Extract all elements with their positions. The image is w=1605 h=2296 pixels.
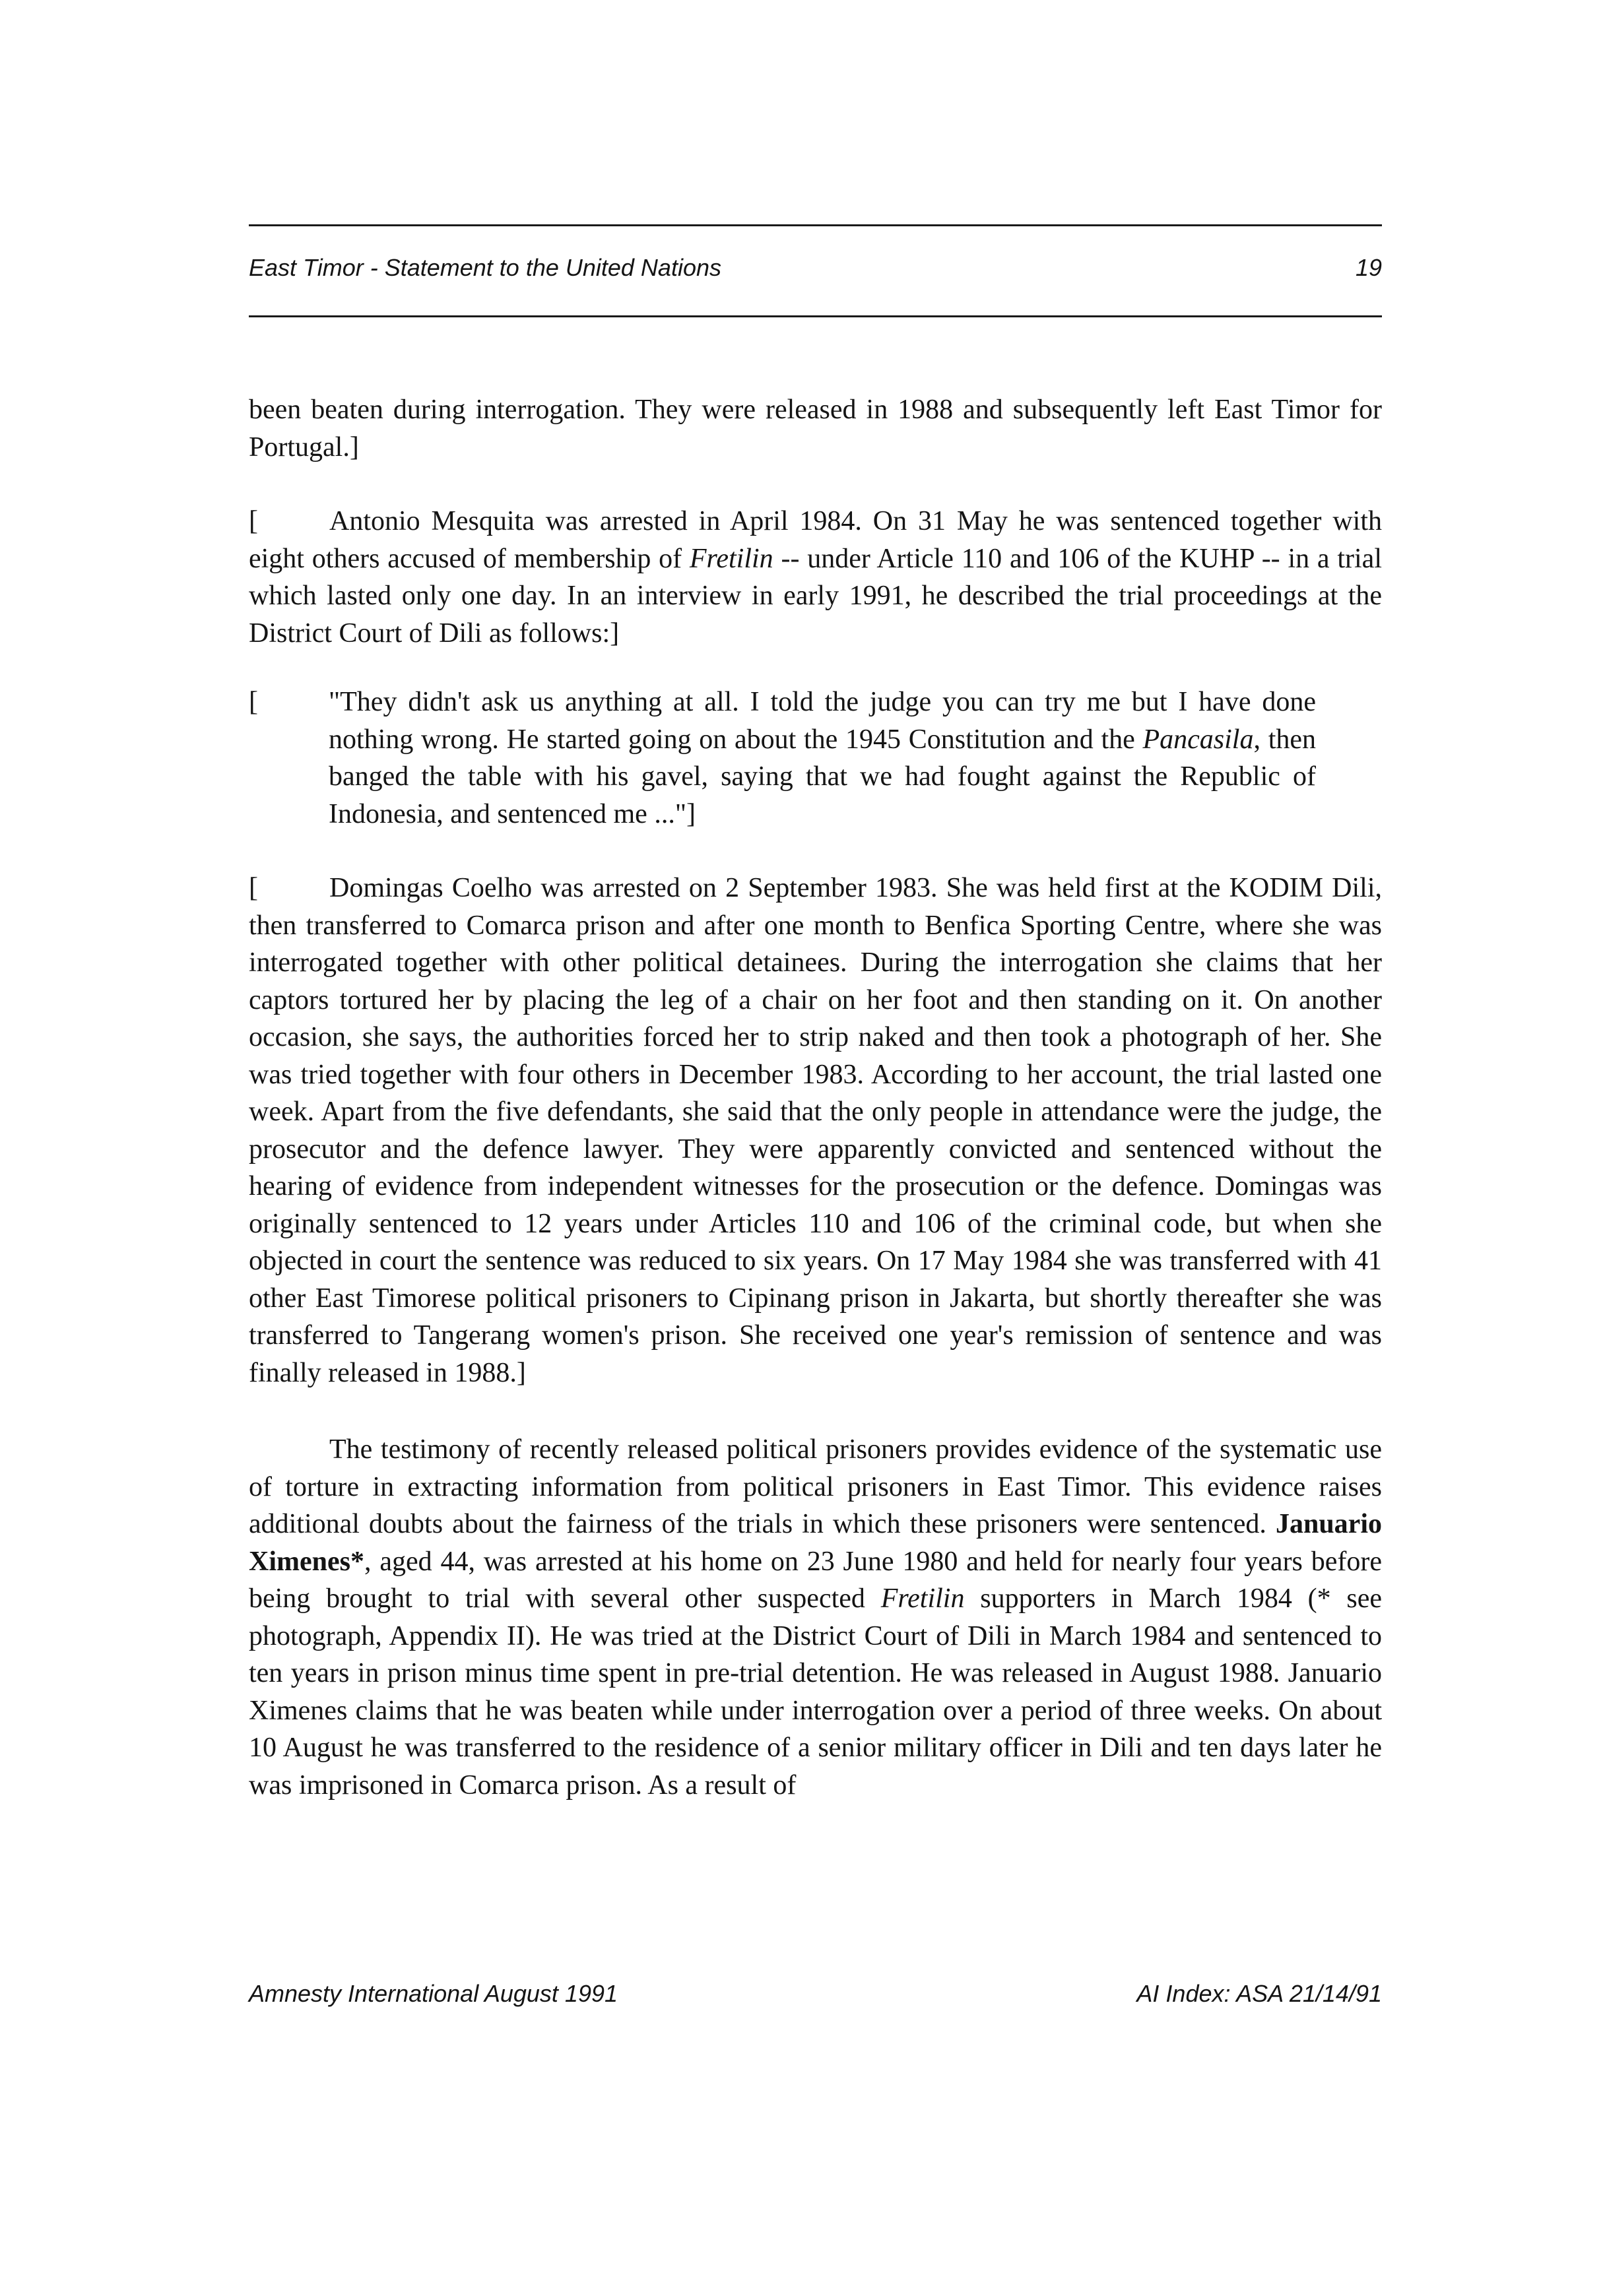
bracket-mark: [ xyxy=(249,506,258,536)
italic-term: Fretilin xyxy=(689,543,773,574)
paragraph-testimony xyxy=(249,1431,1382,1804)
header-bottom-rule xyxy=(249,315,1382,317)
quote-text: , then banged the table with his gavel, saying that we had fought against the Republic of Indonesia, and sentenced me ..."] xyxy=(329,724,1317,829)
paragraph-text: Antonio Mesquita was arrested in April 1984. On 31 May he was sentenced together with eight others accused of membership of xyxy=(249,506,1382,574)
footer-index: AI Index: ASA 21/14/91 xyxy=(1136,1980,1382,2007)
paragraph-text: Domingas Coelho was arrested on 2 September 1983. She was held first at the KODIM Dili, then transferred to Comarca prison and after one month to Benfica Sporting Centre, where she was interrogated together with other political detainees. During the interrogation she claims that her captors tortured her by placing the leg of a chair on her foot and then standing on it. On another occasion, she says, the authorities forced her to strip naked and then took a photograph of her. She was tried together with four others in December 1983. According to her account, the trial lasted one week. Apart from the five defendants, she said that the only people in attendance were the judge, the prosecutor and the defence lawyer. They were apparently convicted and sentenced without the hearing of evidence from independent witnesses for the prosecution or the defence. Domingas was originally sentenced to 12 years under Articles 110 and 106 of the criminal code, but when she objected in court the sentence was reduced to six years. On 17 May 1984 she was transferred with 41 other East Timorese political prisoners to Cipinang prison in Jakarta, but shortly thereafter she was transferred to Tangerang women's prison. She received one year's remission of sentence and was finally released in 1988.] xyxy=(249,873,1382,1388)
italic-term: Fretilin xyxy=(880,1583,965,1614)
page-number: 19 xyxy=(1355,254,1382,281)
paragraph-mesquita xyxy=(249,503,1382,652)
paragraph-coelho xyxy=(249,870,1382,1391)
footer-publisher: Amnesty International August 1991 xyxy=(249,1980,618,2007)
paragraph-continuation: been beaten during interrogation. They were released in 1988 and subsequently left East Timor for Portugal.] xyxy=(249,395,1382,462)
italic-term: Pancasila xyxy=(1142,724,1254,755)
paragraph-text: The testimony of recently released political prisoners provides evidence of the systematic use of torture in extracting information from political prisoners in East Timor. This evidence raises additional doubts about the fairness of the trials in which these prisoners were sentenced. xyxy=(249,1434,1382,1539)
quote-text: "They didn't ask us anything at all. I told the judge you can try me but I have done nothing wrong. He started going on about the 1945 Constitution and the xyxy=(329,687,1316,755)
paragraph-text: supporters in March 1984 (* see photograph, Appendix II). He was tried at the District Court of Dili in March 1984 and sentenced to ten years in prison minus time spent in pre-trial detention. He was released in August 1988. Januario Ximenes claims that he was beaten while under interrogation over a period of three weeks. On about 10 August he was transferred to the residence of a senior military officer in Dili and ten days later he was imprisoned in Comarca prison. As a result of xyxy=(249,1583,1382,1801)
paragraph-text: , aged 44, was arrested at his home on 23 June 1980 and held for nearly four years before being brought to trial with several other suspected xyxy=(249,1546,1382,1614)
bracket-mark: [ xyxy=(249,873,258,903)
paragraph-text: -- under Article 110 and 106 of the KUHP -- in a trial which lasted only one day. In an interview in early 1991, he described the trial proceedings at the District Court of Dili as follows:] xyxy=(249,543,1382,649)
bold-name: Januario Ximenes* xyxy=(249,1509,1382,1577)
header-top-rule xyxy=(249,224,1382,226)
body-text xyxy=(249,391,1382,1804)
bracket-mark: [ xyxy=(249,687,258,717)
running-title: East Timor - Statement to the United Nations xyxy=(249,254,721,281)
quote-block xyxy=(249,684,1382,833)
